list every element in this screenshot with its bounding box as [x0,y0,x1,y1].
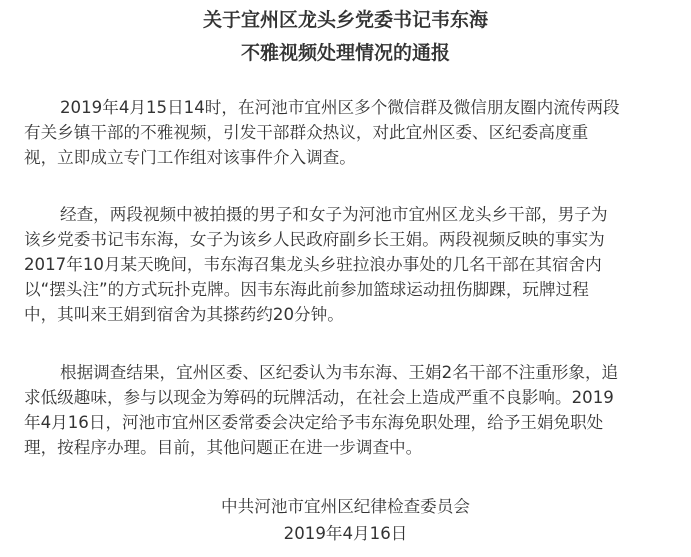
paragraph-3-line-1: 根据调查结果，宜州区委、区纪委认为韦东海、王娟2名干部不注重形象，追 [60,363,619,382]
paragraph-3-line-3: 年4月16日，河池市宜州区委常委会决定给予韦东海免职处理，给予王娟免职处 [24,413,604,432]
paragraph-1-line-3: 视，立即成立专门工作组对该事件介入调查。 [24,148,356,167]
paragraph-3-line-4: 理，按程序办理。目前，其他问题正在进一步调查中。 [24,438,423,457]
paragraph-2-line-3: 2017年10月某天晚间，韦东海召集龙头乡驻拉浪办事处的几名干部在其宿舍内 [24,255,602,274]
paragraph-2-line-4: 以“摆头注”的方式玩扑克牌。因韦东海此前参加篮球运动扭伤脚踝，玩牌过程 [24,280,589,299]
paragraph-2-line-5: 中，其叫来王娟到宿舍为其搽药约20分钟。 [24,305,344,324]
paragraph-1-line-1: 2019年4月15日14时，在河池市宜州区多个微信群及微信朋友圈内流传两段 [60,98,620,117]
signature-date: 2019年4月16日 [283,524,408,543]
notice-title-line-1: 关于宜州区龙头乡党委书记韦东海 [202,9,488,31]
signature-organization: 中共河池市宜州区纪律检查委员会 [221,497,470,516]
notice-title-line-2: 不雅视频处理情况的通报 [240,42,450,64]
paragraph-1-line-2: 有关乡镇干部的不雅视频，引发干部群众热议，对此宜州区委、区纪委高度重 [24,123,589,142]
paragraph-2-line-1: 经查，两段视频中被拍摄的男子和女子为河池市宜州区龙头乡干部，男子为 [60,205,608,224]
paragraph-2-line-2: 该乡党委书记韦东海，女子为该乡人民政府副乡长王娟。两段视频反映的事实为 [24,230,605,249]
paragraph-3-line-2: 求低级趣味，参与以现金为筹码的玩牌活动，在社会上造成严重不良影响。2019 [24,388,614,407]
